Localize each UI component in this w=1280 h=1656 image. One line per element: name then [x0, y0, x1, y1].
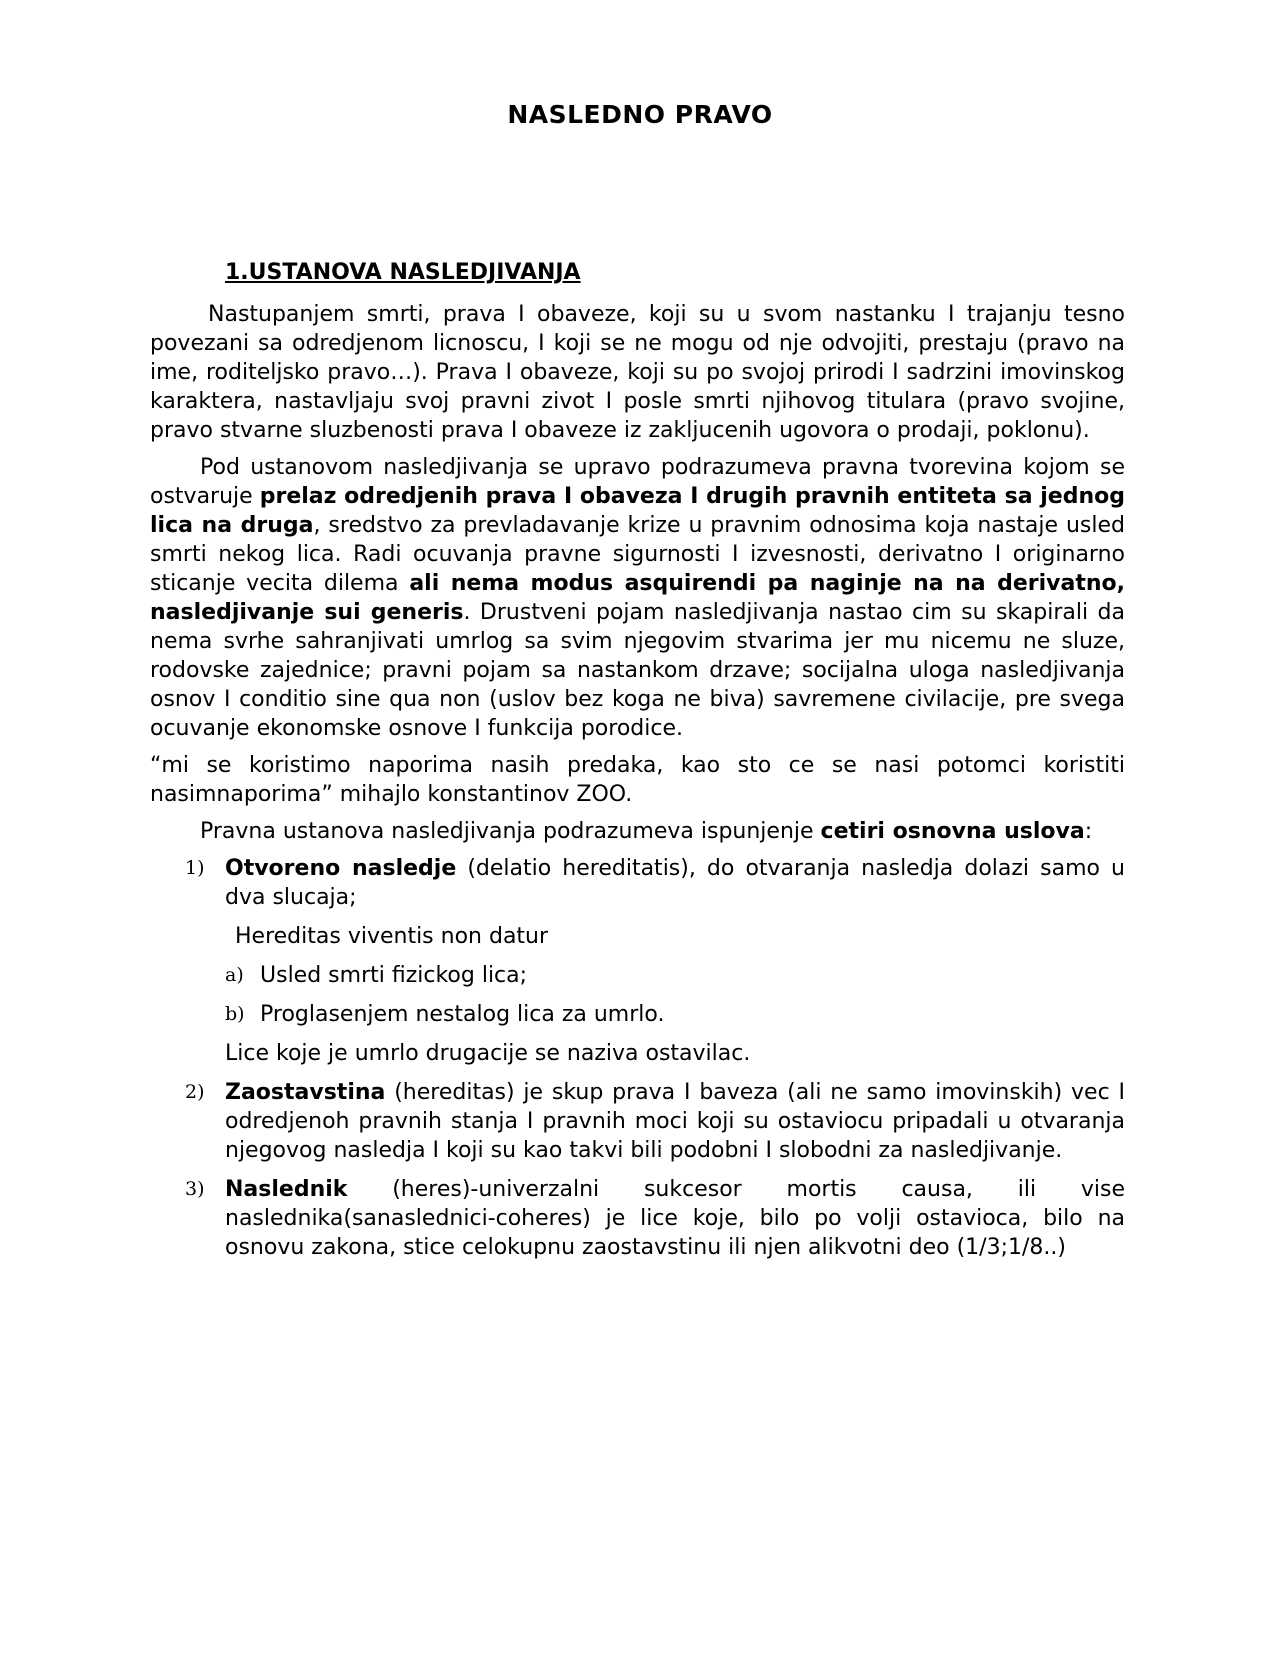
list-item-text: (delatio hereditatis), do otvaranja nasledja dolazi samo u dva slucaja; [225, 856, 1125, 910]
list-item [150, 1175, 1125, 1262]
list-item-term: Naslednik [225, 1177, 348, 1202]
note-line: Lice koje je umrlo drugacije se naziva ostavilac. [225, 1041, 751, 1066]
sub-list-letter: a) [225, 964, 244, 986]
list-item [150, 1078, 1125, 1165]
list-item-text: (heres)-univerzalni sukcesor mortis causa, ili vise naslednika(sanaslednici-coheres) je lice koje, bilo po volji ostavioca, bilo na osnovu zakona, stice celokupnu zaostavstinu ili njen alikvotni deo (1/3;1/8..) [225, 1177, 1125, 1260]
paragraph-conditions [150, 817, 1125, 846]
section-heading: 1.USTANOVA NASLEDJIVANJA [225, 260, 581, 285]
paragraph-text: , sredstvo za prevladavanje krize u pravnim odnosima koja nastaje usled smrti nekog lica. Radi ocuvanja pravne sigurnosti I izvesnosti, derivatno I originarno sticanje vecita dilema [150, 513, 1125, 596]
paragraph-definition [150, 453, 1125, 743]
paragraph-text: . Drustveni pojam nasledjivanja nastao cim su skapirali da nema svrhe sahranjivati umrlog sa svim njegovim stvarima jer mu nicemu ne sluze, rodovske zajednice; pravni pojam sa nastankom drzave; socijalna uloga nasledjivanja osnov I conditio sine qua non (uslov bez koga ne biva) savremene civilacije, pre svega ocuvanje ekonomske osnove I funkcija porodice. [150, 600, 1125, 741]
paragraph-text: Pod ustanovom nasledjivanja se upravo podrazumeva pravna tvorevina kojom se ostvaruje [150, 455, 1125, 509]
list-item-text: (hereditas) je skup prava I baveza (ali ne samo imovinskih) vec I odredjenoh pravnih stanja I pravnih moci koji su ostaviocu pripadali u otvaranja njegovog nasledja I koji su kao takvi bili podobni I slobodni za nasledjivanje. [225, 1080, 1125, 1163]
sub-list-item [150, 961, 1125, 990]
list-item-term: Zaostavstina [225, 1080, 386, 1105]
emphasis-text: cetiri osnovna uslova [820, 819, 1085, 844]
emphasis-text: prelaz odredjenih prava I obaveza I drugih pravnih entiteta sa jednog lica na druga [150, 484, 1125, 538]
sub-list-item [150, 1000, 1125, 1029]
list-number: 3) [185, 1178, 205, 1200]
sub-list-text: Usled smrti fizickog lica; [260, 963, 528, 988]
list-item-term: Otvoreno nasledje [225, 856, 457, 881]
document-body [150, 300, 1125, 1272]
emphasis-text: ali nema modus asquirendi pa naginje na na derivatno, nasledjivanje sui generis [150, 571, 1125, 625]
list-number: 1) [185, 857, 205, 879]
maxim-line: Hereditas viventis non datur [235, 924, 549, 949]
paragraph-text: : [1084, 819, 1093, 844]
paragraph-intro: Nastupanjem smrti, prava I obaveze, koji su u svom nastanku I trajanju tesno povezani sa odredjenom licnoscu, I koji se ne mogu od nje odvojiti, prestaju (pravo na ime, roditeljsko pravo…). Prava I obaveze, koji su po svojoj prirodi I sadrzini imovinskog karaktera, nastavljaju svoj pravni zivot I posle smrti njihovog titulara (pravo svojine, pravo stvarne sluzbenosti prava I obaveze iz zakljucenih ugovora o prodaji, poklonu). [150, 302, 1125, 443]
paragraph-text: Pravna ustanova nasledjivanja podrazumeva ispunjenje [200, 819, 821, 844]
list-item [150, 854, 1125, 912]
sub-list-text: Proglasenjem nestalog lica za umrlo. [260, 1002, 665, 1027]
sub-list-letter: b) [225, 1003, 245, 1025]
document-title: NASLEDNO PRAVO [507, 100, 773, 129]
quote-paragraph: “mi se koristimo naporima nasih predaka, kao sto ce se nasi potomci koristiti nasimnaporima” mihajlo konstantinov ZOO. [150, 753, 1125, 807]
list-number: 2) [185, 1081, 205, 1103]
